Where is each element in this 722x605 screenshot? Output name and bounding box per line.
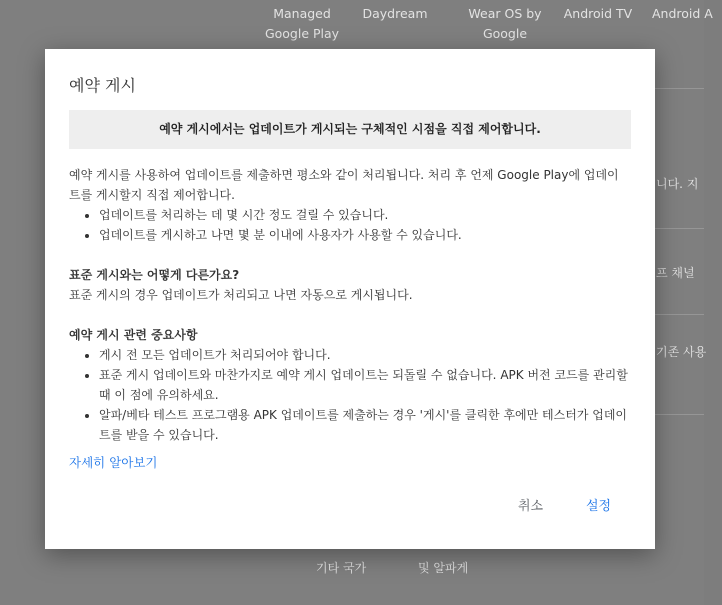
difference-text: 표준 게시의 경우 업데이트가 처리되고 나면 자동으로 게시됩니다. — [69, 288, 413, 302]
list-item: • 표준 게시 업데이트와 마찬가지로 예약 게시 업데이트는 되돌릴 수 없습니다. APK 버전 코드를 관리할 때 이 점에 유의하세요. — [99, 365, 629, 405]
scheduled-publishing-dialog — [45, 49, 655, 549]
bg-tab-wear-os: Wear OS by Google — [468, 6, 542, 41]
bg-tab-daydream: Daydream — [362, 6, 428, 21]
bg-fragment: 니다. 지 — [656, 177, 699, 191]
intro-list — [69, 205, 629, 245]
bg-fragment: 기타 국가 — [316, 561, 367, 575]
list-item: • 업데이트를 처리하는 데 몇 시간 정도 걸릴 수 있습니다. — [99, 205, 629, 225]
dialog-body — [69, 165, 629, 445]
intro-text: 예약 게시를 사용하여 업데이트를 제출하면 평소와 같이 처리됩니다. 처리 후 언제 Google Play에 업데이트를 게시할지 직접 제어합니다. — [69, 168, 619, 202]
bg-tab-managed-play: Managed Google Play — [264, 6, 340, 41]
bg-fragment: 프 채널 — [656, 266, 695, 280]
difference-heading: 표준 게시와는 어떻게 다른가요? — [69, 268, 240, 282]
dialog-title: 예약 게시 — [69, 76, 136, 95]
list-item: • 알파/베타 테스트 프로그램용 APK 업데이트를 제출하는 경우 '게시'를 클릭한 후에만 테스터가 업데이트를 받을 수 있습니다. — [99, 405, 629, 445]
important-heading: 예약 게시 관련 중요사항 — [69, 328, 198, 342]
learn-more-link[interactable]: 자세히 알아보기 — [69, 455, 158, 470]
bg-tab-android-tv: Android TV — [563, 6, 633, 21]
important-list — [69, 345, 629, 445]
cancel-button[interactable]: 취소 — [510, 493, 551, 521]
bg-tab-android-auto: Android A — [652, 6, 713, 21]
bg-fragment: 및 알파게 — [418, 561, 469, 575]
info-banner: 예약 게시에서는 업데이트가 게시되는 구체적인 시점을 직접 제어합니다. — [69, 110, 631, 149]
bg-fragment: 기존 사용 — [656, 345, 707, 359]
confirm-button[interactable]: 설정 — [578, 493, 619, 521]
list-item: • 게시 전 모든 업데이트가 처리되어야 합니다. — [99, 345, 629, 365]
list-item: • 업데이트를 게시하고 나면 몇 분 이내에 사용자가 사용할 수 있습니다. — [99, 225, 629, 245]
